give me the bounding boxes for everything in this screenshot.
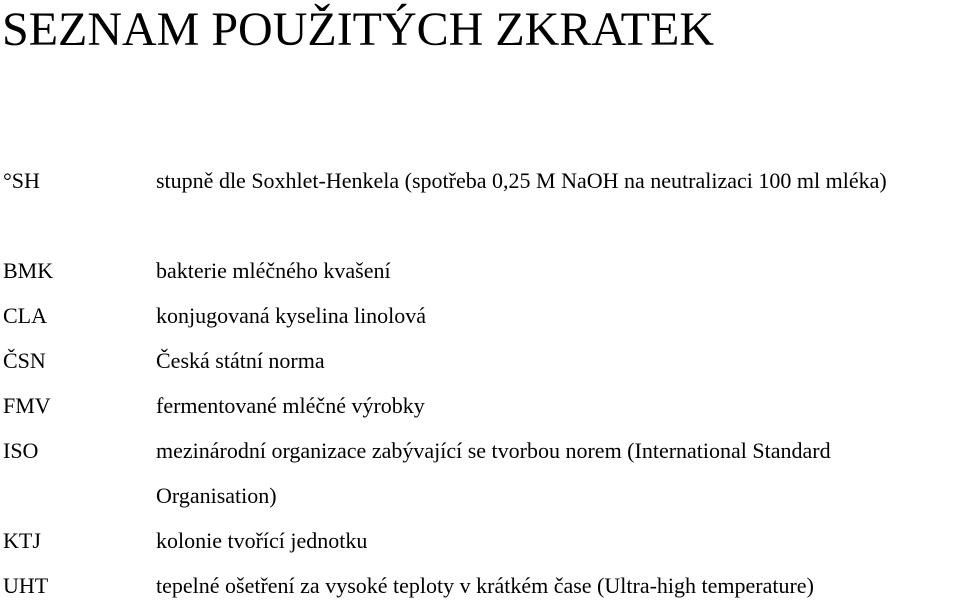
abbreviation-definition: Česká státní norma bbox=[156, 348, 325, 373]
abbreviation-definition: bakterie mléčného kvašení bbox=[156, 258, 391, 283]
abbreviation-definition: konjugovaná kyselina linolová bbox=[156, 303, 427, 328]
abbreviation-term: ČSN bbox=[3, 348, 46, 373]
abbreviation-definition: tepelné ošetření za vysoké teploty v krátkém čase (Ultra-high temperature) bbox=[156, 573, 814, 598]
abbreviation-term: BMK bbox=[3, 258, 54, 283]
abbreviation-term: ISO bbox=[3, 438, 39, 463]
page-title: SEZNAM POUŽITÝCH ZKRATEK bbox=[2, 3, 714, 56]
abbreviation-term: UHT bbox=[3, 573, 49, 598]
abbreviation-definition: mezinárodní organizace zabývající se tvorbou norem (International Standard Organisation) bbox=[156, 438, 831, 508]
abbreviation-definition: stupně dle Soxhlet-Henkela (spotřeba 0,25 M NaOH na neutralizaci 100 ml mléka) bbox=[156, 168, 887, 193]
abbreviation-term: KTJ bbox=[3, 528, 41, 553]
abbreviation-term: °SH bbox=[3, 168, 40, 193]
abbreviation-definition: fermentované mléčné výrobky bbox=[156, 393, 425, 418]
abbreviation-term: FMV bbox=[3, 393, 51, 418]
abbreviation-definition: kolonie tvořící jednotku bbox=[156, 528, 368, 553]
abbreviation-term: CLA bbox=[3, 303, 47, 328]
